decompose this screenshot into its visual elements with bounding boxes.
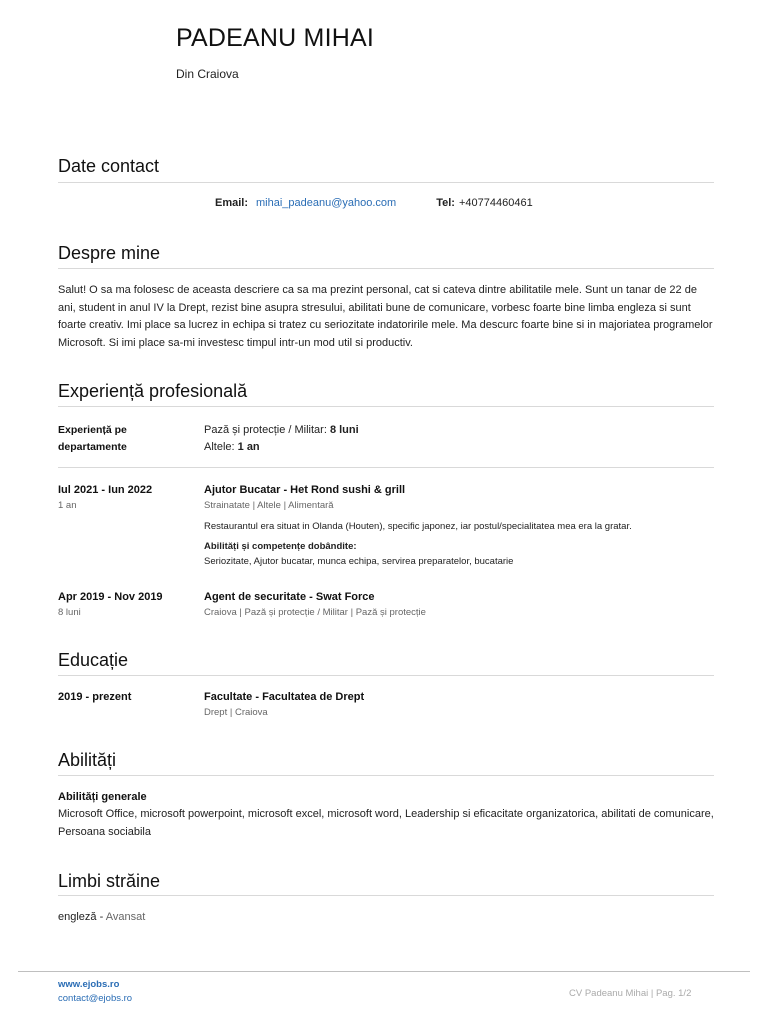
section-divider (58, 406, 714, 407)
education-meta: Drept | Craiova (204, 707, 268, 718)
tel-group (436, 197, 532, 209)
job-period: Apr 2019 - Nov 2019 (58, 591, 163, 603)
job-period: Iul 2021 - Iun 2022 (58, 484, 153, 496)
job-skills: Seriozitate, Ajutor bucatar, munca echipa, servirea preparatelor, bucatarie (204, 556, 514, 567)
skills-text: Microsoft Office, microsoft powerpoint, microsoft excel, microsoft word, Leadership si eficacitate organizatorica, abilitati de comunicare, Persoana sociabila (58, 808, 714, 838)
section-title-skills: Abilități (58, 750, 117, 770)
tel-label: Tel: (436, 197, 455, 209)
experience-summary-label-line1: Experiență pe (58, 424, 127, 436)
section-divider (58, 182, 714, 183)
section-title-contact: Date contact (58, 156, 160, 176)
job-title: Ajutor Bucatar - Het Rond sushi & grill (204, 484, 406, 496)
section-divider (58, 467, 714, 468)
education-title: Facultate - Facultatea de Drept (204, 691, 365, 703)
section-divider (58, 895, 714, 896)
dept-value: 1 an (237, 441, 260, 453)
candidate-name: PADEANU MIHAI (176, 24, 374, 52)
section-divider (58, 268, 714, 269)
candidate-city: Din Craiova (176, 67, 239, 81)
section-title-education: Educație (58, 650, 129, 670)
experience-summary-values (204, 422, 359, 456)
language-row (58, 911, 145, 923)
email-link[interactable]: mihai_padeanu@yahoo.com (256, 197, 397, 209)
footer-email-link[interactable]: contact@ejobs.ro (58, 993, 133, 1004)
footer-divider (18, 971, 750, 972)
dept-row (204, 439, 359, 456)
tel-value: +40774460461 (458, 197, 533, 209)
language-name: engleză - (58, 911, 104, 923)
section-title-experience: Experiență profesională (58, 381, 248, 401)
experience-summary-label (58, 422, 127, 456)
footer-site-link[interactable]: www.ejobs.ro (58, 979, 120, 990)
job-duration: 8 luni (58, 607, 81, 618)
section-divider (58, 675, 714, 676)
job-meta: Strainatate | Altele | Alimentară (204, 500, 334, 511)
section-title-about: Despre mine (58, 243, 161, 263)
email-group (215, 197, 396, 209)
skills-label: Abilități generale (58, 791, 147, 803)
job-meta: Craiova | Pază și protecție / Militar | Pază și protecție (204, 607, 426, 618)
footer-page-info: CV Padeanu Mihai | Pag. 1/2 (569, 988, 692, 999)
job-duration: 1 an (58, 500, 77, 511)
education-period: 2019 - prezent (58, 691, 132, 703)
experience-summary-label-line2: departamente (58, 441, 127, 453)
language-level: Avansat (105, 911, 146, 923)
dept-label: Altele: (204, 441, 235, 453)
dept-label: Pază și protecție / Militar: (204, 424, 327, 436)
contact-row (215, 197, 533, 209)
section-title-languages: Limbi străine (58, 871, 161, 891)
section-divider (58, 775, 714, 776)
job-description: Restaurantul era situat in Olanda (Houten), specific japonez, iar postul/specialitatea mea era la gratar. (204, 521, 632, 532)
job-skills-label: Abilități și competențe dobândite: (204, 541, 357, 552)
dept-value: 8 luni (329, 424, 359, 436)
about-text: Salut! O sa ma folosesc de aceasta descriere ca sa ma prezint personal, cat si cateva dintre abilitatile mele. Sunt un tanar de 22 de ani, student in anul IV la Drept, rezist bine asupra stresului, abilitati bune de comunicare, vorbesc foarte bine limba engleza si sunt foarte creativ. Imi place sa lucrez in echipa si tratez cu seriozitate indatoririle mele. Ma descurc foarte bine si in majoriatea programelor Microsoft. Si imi place sa-mi investesc timpul intr-un mod util si productiv. (58, 284, 713, 349)
dept-row (204, 422, 359, 439)
job-title: Agent de securitate - Swat Force (204, 591, 375, 603)
email-label: Email: (215, 197, 249, 209)
